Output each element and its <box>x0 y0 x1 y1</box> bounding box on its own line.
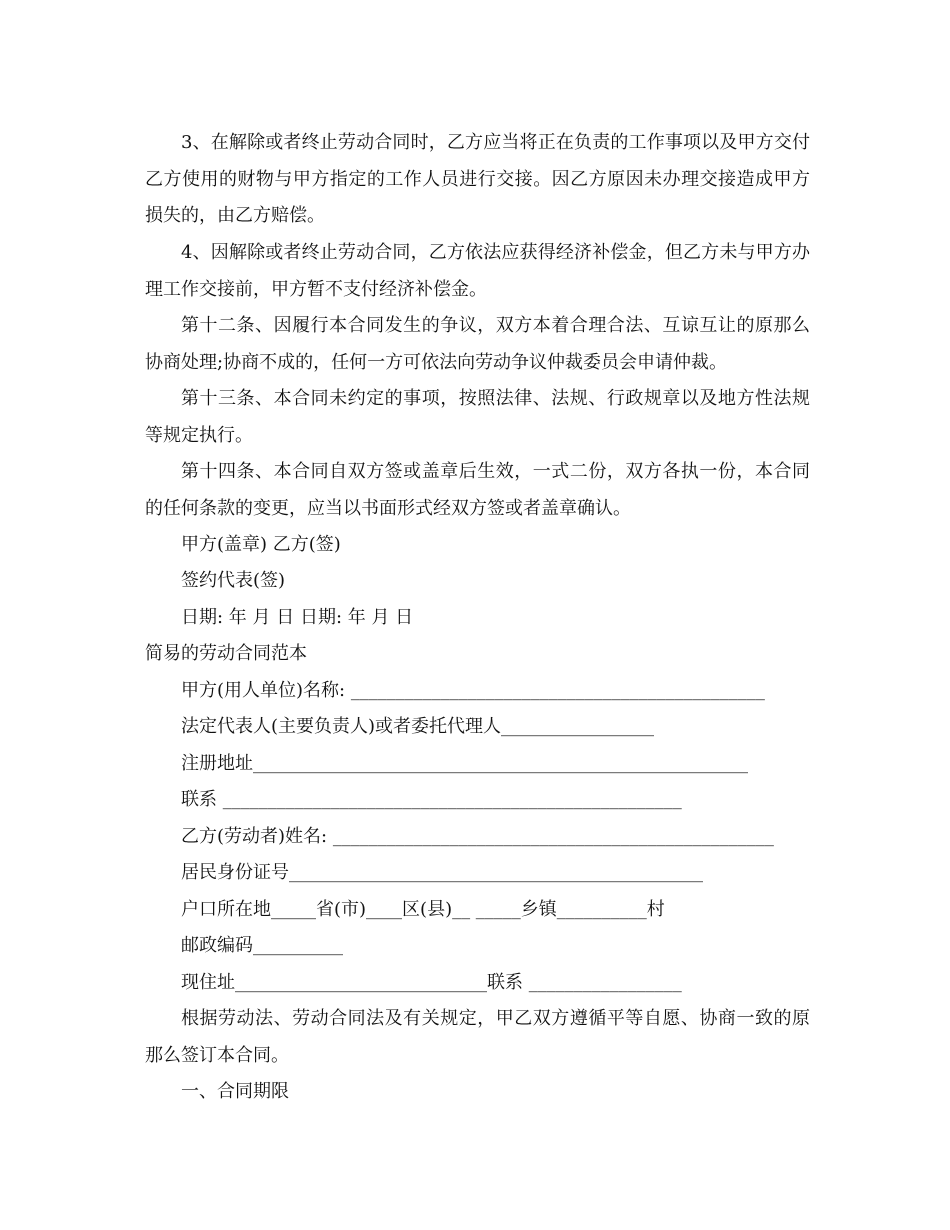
contact-field: 联系 ___________________________________________________ <box>181 789 682 810</box>
signature-dates: 日期: 年 月 日 日期: 年 月 日 <box>181 607 414 628</box>
signature-representative: 签约代表(签) <box>181 570 286 591</box>
employer-name-field: 甲方(用人单位)名称: ______________________________________________ <box>181 680 765 701</box>
article-12: 第十二条、因履行本合同发生的争议，双方本着合理合法、互谅互让的原那么协商处理;协商不成的，任何一方可依法向劳动争议仲裁委员会申请仲裁。 <box>145 315 810 373</box>
clause-paragraph-3: 3、在解除或者终止劳动合同时，乙方应当将正在负责的工作事项以及甲方交付乙方使用的财物与甲方指定的工作人员进行交接。因乙方原因未办理交接造成甲方损失的，由乙方赔偿。 <box>145 132 810 226</box>
current-address-field: 现住址____________________________联系 _________________ <box>181 972 682 993</box>
legal-rep-field: 法定代表人(主要负责人)或者委托代理人_________________ <box>181 716 655 737</box>
template-title: 简易的劳动合同范本 <box>145 643 307 664</box>
hukou-field: 户口所在地_____省(市)____区(县)__ _____乡镇__________村 <box>181 899 665 920</box>
id-number-field: 居民身份证号______________________________________________ <box>181 862 703 883</box>
clause-paragraph-4: 4、因解除或者终止劳动合同，乙方依法应获得经济补偿金，但乙方未与甲方办理工作交接前，甲方暂不支付经济补偿金。 <box>145 242 810 300</box>
article-14: 第十四条、本合同自双方签或盖章后生效，一式二份，双方各执一份，本合同的任何条款的变更，应当以书面形式经双方签或者盖章确认。 <box>145 461 810 519</box>
basis-paragraph: 根据劳动法、劳动合同法及有关规定，甲乙双方遵循平等自愿、协商一致的原那么签订本合同。 <box>145 1008 810 1066</box>
signature-parties: 甲方(盖章) 乙方(签) <box>181 534 341 555</box>
worker-name-field: 乙方(劳动者)姓名: _________________________________________________ <box>181 826 774 847</box>
postal-code-field: 邮政编码__________ <box>181 935 343 956</box>
section-contract-term: 一、合同期限 <box>181 1081 289 1102</box>
article-13: 第十三条、本合同未约定的事项，按照法律、法规、行政规章以及地方性法规等规定执行。 <box>145 388 810 446</box>
registered-address-field: 注册地址_______________________________________________________ <box>181 753 748 774</box>
